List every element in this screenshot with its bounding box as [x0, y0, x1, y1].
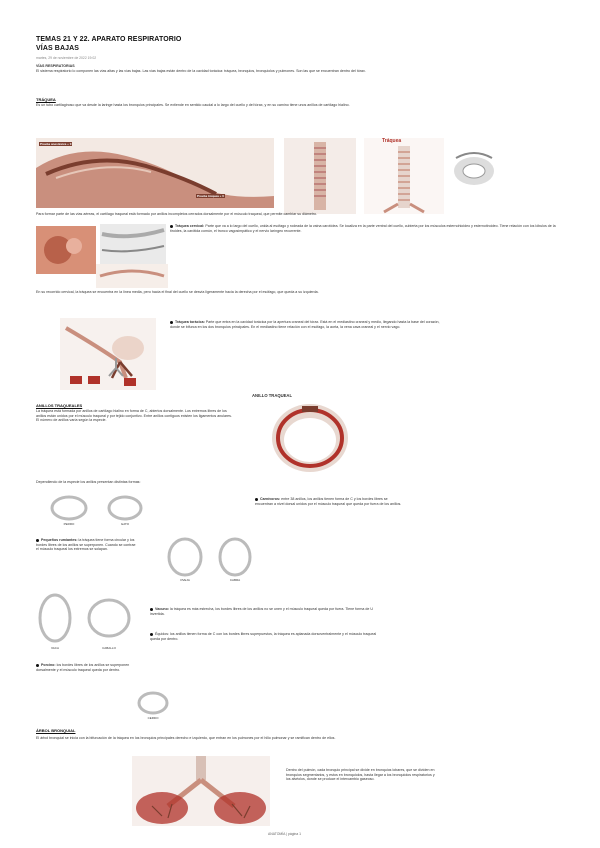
page-title: TEMAS 21 Y 22. APARATO RESPIRATORIO [36, 36, 182, 43]
ring-gato [106, 494, 144, 522]
cervical-middle-text: En su recorrido cervical, la tráquea se encuentra en la línea media, pero hacia el final del cuello se desvía ligeramente hacia la derecha por el esófago, que queda a su izquierda. [36, 290, 319, 294]
bullet-icon [36, 664, 39, 667]
trachea-figure-title: Tráquea [382, 138, 402, 144]
bronchial-heading: ÁRBOL BRONQUIAL [36, 728, 76, 733]
page-footer: ANATOMÍA | página 1 [268, 832, 301, 836]
ring-oveja [166, 536, 204, 578]
label-gato: GATO [120, 522, 130, 526]
small-ruminants-paragraph [36, 538, 136, 552]
neck-dissection-illustration [36, 226, 96, 274]
cattle-text: la tráquea es más estrecha, los bordes libres de los anillos no se unen y el músculo traqueal queda por fuera. Tiene forma de U invertida. [150, 607, 373, 616]
bullet-icon [36, 539, 39, 542]
label-vaca: VACA [51, 646, 59, 650]
bullet-icon [150, 633, 153, 636]
horse-neck-illustration [36, 138, 274, 208]
ring-cerdo [136, 690, 170, 716]
cervical-diagram-illustration [96, 264, 168, 288]
thorax-diagram-figure [60, 318, 156, 390]
label-perro: PERRO [63, 522, 75, 526]
ring-vaca [36, 592, 74, 644]
ring-perro-shape [50, 494, 88, 522]
trachea-text: Es un tubo cartilaginoso que va desde la laringe hasta los bronquios principales. Se extiende en sentido caudal a lo largo del cuello y del tórax, y en su camino tiene unos anillos de cartílago hialino. [36, 103, 350, 107]
trachea-para2: Para formar parte de las vías aéreas, el cartílago traqueal está formado por anillos incompletos cerrados dorsalmente por el músculo traqueal, que permite cambiar su diámetro. [36, 212, 318, 216]
figure-label-trachea-test: Prueba tráquea + 0 [197, 194, 224, 198]
neck-dissection-image [36, 226, 96, 274]
pig-paragraph [36, 663, 136, 672]
horse-paragraph [150, 632, 380, 641]
label-cerdo: CERDO [147, 716, 159, 720]
thoracic-heading: Tráquea torácica: [175, 320, 205, 324]
figure-label-anesthetic: Prueba anestésica + 0 [40, 142, 72, 146]
trachea-column-illustration [284, 138, 356, 214]
bronchial-bifurcation-icon [106, 358, 126, 378]
larynx-illustration [450, 150, 498, 192]
larynx-figure [450, 150, 498, 192]
rings-heading: ANILLOS TRAQUEALES [36, 403, 83, 408]
ring-perro [50, 494, 88, 522]
trachea-x-ray-figure [284, 138, 356, 214]
cervical-diagram-thumb [96, 264, 168, 288]
trachea-cross-section-illustration [268, 400, 352, 476]
bronchial-tree-illustration [132, 756, 270, 826]
bullet-icon [150, 608, 153, 611]
cattle-paragraph [150, 607, 380, 616]
bullet-icon [170, 321, 173, 324]
bronchial-side-text: Dentro del pulmón, cada bronquio principal se divide en bronquios lobares, que se dividen en bronquios segmentarios, y estos en bronquiolos, hasta llegar a los bronquiolos respiratorios y los alvéolos, donde se produce el intercambio gaseoso. [286, 768, 435, 782]
trachea-rings-illustration [364, 138, 444, 214]
carnivores-paragraph [255, 497, 405, 506]
rings-text: La tráquea está formada por anillos de cartílago hialino en forma de C, abiertos dorsalmente. Los extremos libres de los anillos están unidos por el músculo traqueal y por tejido conjuntivo. Entre anillos contiguos existen los ligamentos anulares. El número de anillos varía según la especie. [36, 409, 232, 423]
label-oveja: OVEJA [180, 578, 190, 582]
horse-neck-figure [36, 138, 274, 208]
cattle-heading: Vacuno: [155, 607, 169, 611]
rings-lead: Dependiendo de la especie los anillos presentan distintas formas: [36, 480, 141, 484]
cervical-paragraph [170, 224, 566, 233]
bronchial-tree-figure [132, 756, 270, 826]
ring-oveja-shape [166, 536, 204, 578]
ring-cerdo-shape [136, 690, 170, 716]
intro-text: El sistema respiratorio lo componen las vías altas y las vías bajas. Las vías bajas están dentro de la cavidad torácica: tráquea, bronquios, bronquiolos y pulmones. Son las que se encuentran dentro del tórax. [36, 69, 366, 73]
cervical-heading: Tráquea cervical: [175, 224, 205, 228]
page-subtitle: VÍAS BAJAS [36, 45, 80, 52]
trachea-rings-figure [364, 138, 444, 214]
section-label: VÍAS RESPIRATORIAS [36, 64, 75, 68]
ring-caballo-shape [86, 596, 132, 640]
label-caballo: CABALLO [102, 646, 116, 650]
label-cabra: CABRA [229, 578, 241, 582]
carnivores-text: entre 38 anillos, los anillos tienen forma de C y los bordes libres se encuentran a nivel dorsal unidos por el músculo traqueal que queda por fuera de los anillos. [255, 497, 402, 506]
thorax-diagram-illustration [60, 318, 156, 390]
bullet-icon [170, 225, 173, 228]
carnivores-heading: Carnívoros: [260, 497, 281, 501]
rings-figure-title: ANILLO TRAQUEAL [252, 393, 293, 398]
horse-text: Équidos: los anillos tienen forma de C con los bordes libres superpuestos, la tráquea es aplanada dorsoventralmente y el músculo traqueal queda por dentro. [150, 632, 377, 641]
ring-cabra [216, 536, 254, 578]
small-ruminants-heading: Pequeños rumiantes: [41, 538, 78, 542]
thoracic-paragraph [170, 320, 450, 329]
bronchial-text: El árbol bronquial se inicia con la bifurcación de la tráquea en los bronquios principales derecho e izquierdo, que entran en los pulmones por el hilio pulmonar y se ramifican dentro de ellos. [36, 736, 336, 740]
ring-caballo [86, 596, 132, 640]
cervical-xray-illustration [100, 224, 166, 266]
bullet-icon [255, 498, 258, 501]
small-ruminants-text: la tráquea tiene forma circular y los bordes libres de los anillos se superponen. Cuando se contrae el músculo traqueal los extremos se solapan. [36, 538, 136, 552]
pig-heading: Porcino: [41, 663, 56, 667]
bifurcation-illustration [106, 358, 126, 378]
cervical-text: Parte que va a lo largo del cuello, unida al esófago y rodeada de la vaina carotídea. Se localiza en la parte ventral del cuello, cubierta por los músculos esternohioideo y esternotiroideo. Tiene relación con los lóbulos de la tiroides, la carótida común, el tronco vagosimpático y el nervio laríngeo recurrente. [170, 224, 556, 233]
page-meta: martes, 29 de noviembre de 2022 19:02 [36, 56, 97, 60]
pig-text: los bordes libres de los anillos se superponen dorsalmente y el músculo traqueal queda por dentro. [36, 663, 130, 672]
trachea-heading: TRÁQUEA [36, 97, 56, 102]
cervical-xray-image [100, 224, 166, 266]
trachea-cross-section-figure [268, 400, 352, 476]
ring-gato-shape [106, 494, 144, 522]
ring-cabra-shape [216, 536, 254, 578]
ring-vaca-shape [36, 592, 74, 644]
thoracic-text: Parte que entra en la cavidad torácica por la apertura craneal del tórax. Está en el mediastino craneal y medio, llegando hasta la base del corazón, donde se bifurca en los dos bronquios principales. En el mediastino tiene relación con el esófago, la aorta, la vena cava craneal y el nervio vago. [170, 320, 440, 329]
